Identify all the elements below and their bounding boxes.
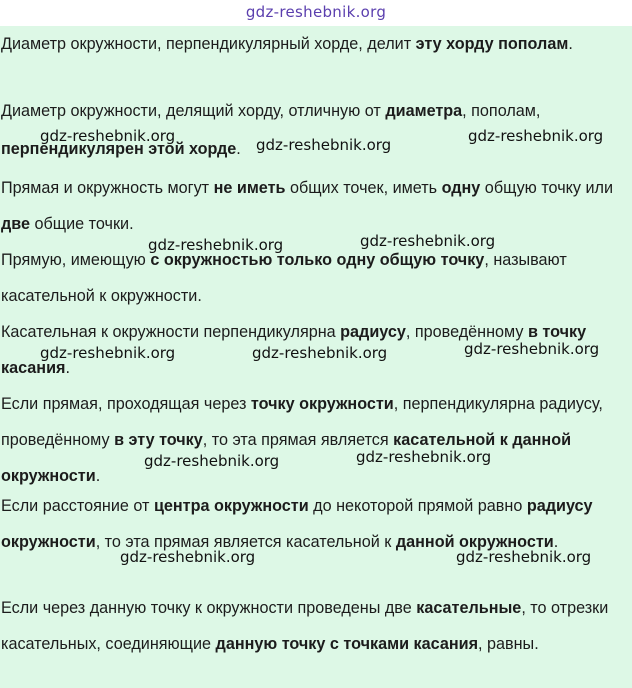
text: . (95, 467, 101, 485)
text: , перпендикулярна радиусу, проведённому (1, 395, 603, 449)
text: Если через данную точку к окружности проведены две (1, 599, 417, 617)
bold-text: центра окружности (153, 497, 309, 515)
text: , то отрезки касательных, соединяющие (1, 599, 609, 653)
text: Касательная к окружности перпендикулярна (1, 323, 341, 341)
text: общих точек, иметь (285, 179, 442, 197)
bold-text: касательной к данной окружности (1, 431, 572, 485)
bold-text: точку окружности (250, 395, 394, 413)
bold-text: эту хорду пополам (415, 35, 569, 53)
watermark: gdz-reshebnik.org (356, 448, 492, 466)
bold-text: данную точку с точками касания (215, 635, 479, 653)
bold-text: в точку касания (1, 323, 587, 377)
watermark: gdz-reshebnik.org (464, 340, 600, 358)
text: Если прямая, проходящая через (1, 395, 251, 413)
text: . (65, 359, 70, 377)
bold-text: с окружностью только одну общую точку (150, 251, 485, 269)
text: общие точки. (30, 215, 134, 233)
bold-text: радиусу (340, 323, 406, 341)
text: общую точку или (480, 179, 614, 197)
watermark: gdz-reshebnik.org (144, 452, 280, 470)
paragraph-6 (0, 386, 632, 494)
text: до некоторой прямой равно (308, 497, 527, 515)
bold-text: не иметь (213, 179, 286, 197)
text: Диаметр окружности, перпендикулярный хорде, делит (1, 35, 416, 53)
watermark: gdz-reshebnik.org (256, 136, 392, 154)
watermark: gdz-reshebnik.org (468, 127, 604, 145)
text: Прямая и окружность могут (1, 179, 214, 197)
text: , проведённому (405, 323, 528, 341)
text: , называют касательной к окружности. (1, 251, 567, 305)
paragraph-8 (0, 590, 632, 662)
bold-text: данной окружности (395, 533, 554, 551)
watermark: gdz-reshebnik.org (360, 232, 496, 250)
bold-text: одну (441, 179, 481, 197)
text: , равны. (478, 635, 539, 653)
text: , то эта прямая является касательной к (95, 533, 396, 551)
paragraph-1 (0, 26, 579, 62)
text: Прямую, имеющую (1, 251, 151, 269)
text: , то эта прямая является (202, 431, 394, 449)
text: . (553, 533, 559, 551)
bold-text: перпендикулярен этой хорде (1, 140, 237, 158)
watermark: gdz-reshebnik.org (252, 344, 388, 362)
bold-text: в эту точку (114, 431, 203, 449)
paragraph-3 (0, 170, 632, 242)
watermark: gdz-reshebnik.org (148, 236, 284, 254)
text: , пополам, (462, 102, 541, 120)
bold-text: диаметра (385, 102, 463, 120)
bold-text: радиусу окружности (1, 497, 593, 551)
site-title[interactable]: gdz-reshebnik.org (245, 3, 387, 21)
text: Если расстояние от (1, 497, 154, 515)
watermark: gdz-reshebnik.org (456, 548, 592, 566)
text: . (568, 35, 573, 53)
watermark: gdz-reshebnik.org (40, 344, 176, 362)
watermark: gdz-reshebnik.org (40, 127, 176, 145)
bold-text: касательные (416, 599, 522, 617)
paragraph-4 (0, 242, 632, 314)
text: . (236, 140, 241, 158)
bold-text: две (1, 215, 31, 233)
text: Диаметр окружности, делящий хорду, отличную от (1, 102, 386, 120)
watermark: gdz-reshebnik.org (120, 548, 256, 566)
